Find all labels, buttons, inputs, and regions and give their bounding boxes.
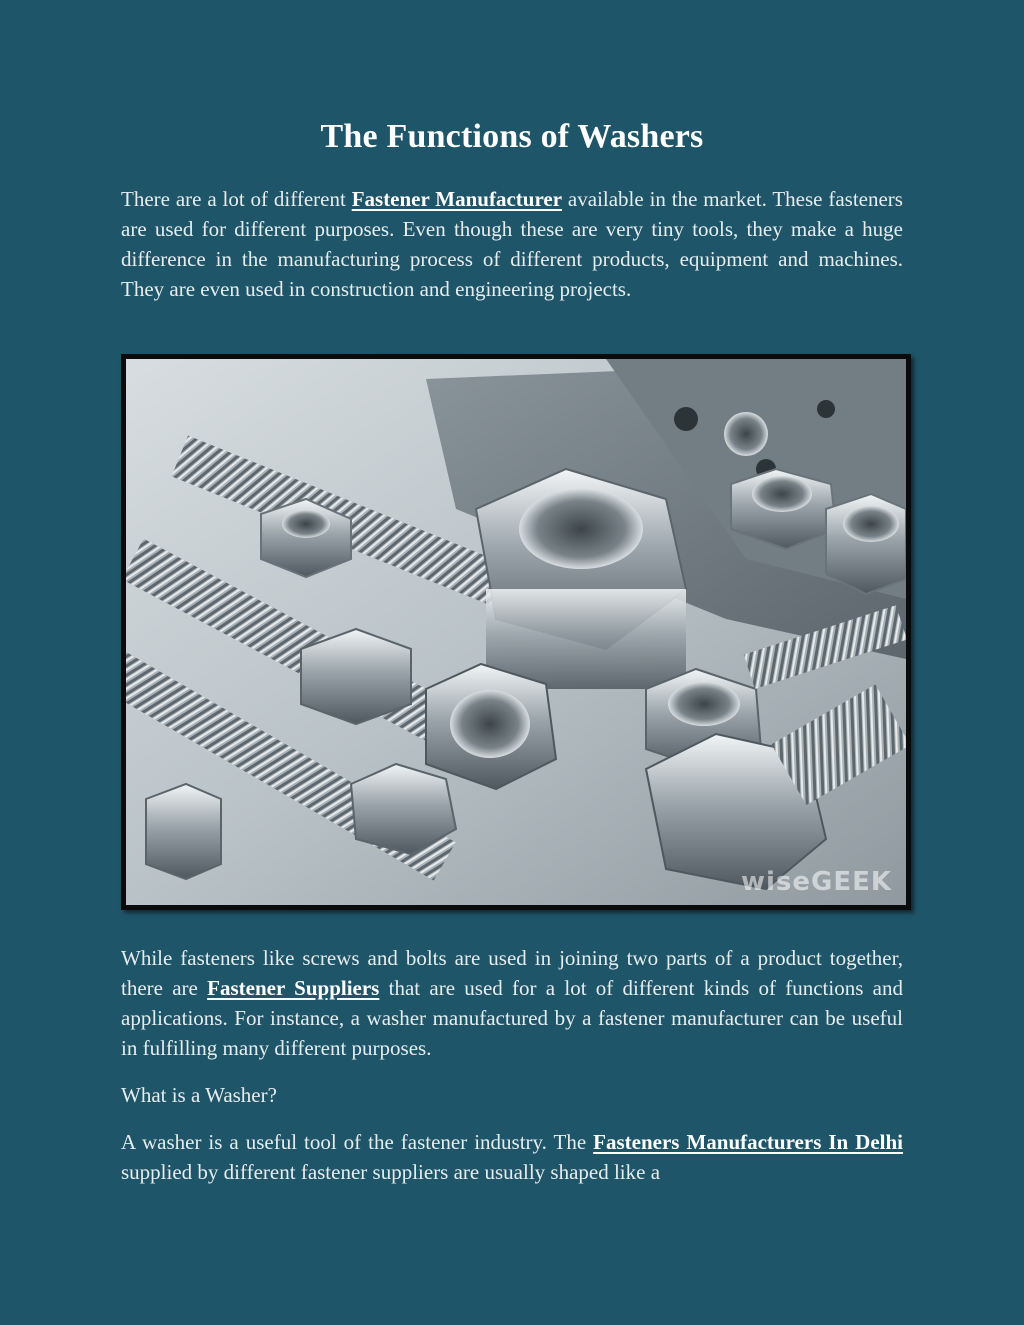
intro-text-before: There are a lot of different	[121, 187, 352, 211]
intro-paragraph	[121, 184, 903, 304]
washer-paragraph	[121, 1127, 903, 1187]
washer-question-heading: What is a Washer?	[121, 1083, 277, 1107]
fastener-suppliers-link[interactable]: Fastener Suppliers	[207, 976, 380, 1000]
suppliers-text-after: that are used for a lot of different kinds of functions and applications. For instance, a washer manufactured by a fastener manufacturer can be useful in fulfilling many different purposes.	[121, 976, 903, 1060]
fasteners-manufacturers-delhi-link[interactable]: Fasteners Manufacturers In Delhi	[593, 1130, 904, 1154]
washer-text-before: A washer is a useful tool of the fastener industry. The	[121, 1130, 594, 1154]
image-watermark: wiseGEEK	[740, 867, 892, 897]
intro-text-after: available in the market. These fasteners are used for different purposes. Even though these are very tiny tools, they make a huge difference in the manufacturing process of different products, equipment and machines. They are even used in construction and engineering projects.	[121, 187, 903, 301]
page-title: The Functions of Washers	[320, 118, 704, 155]
suppliers-text-before: While fasteners like screws and bolts are used in joining two parts of a product together, there are	[121, 946, 903, 1000]
fasteners-photo	[126, 359, 906, 905]
suppliers-paragraph	[121, 943, 903, 1063]
washer-text-after: supplied by different fastener suppliers are usually shaped like a	[121, 1160, 661, 1184]
fastener-manufacturer-link[interactable]: Fastener Manufacturer	[351, 187, 563, 211]
fasteners-photo-frame	[121, 354, 911, 910]
fasteners-illustration	[126, 359, 906, 905]
